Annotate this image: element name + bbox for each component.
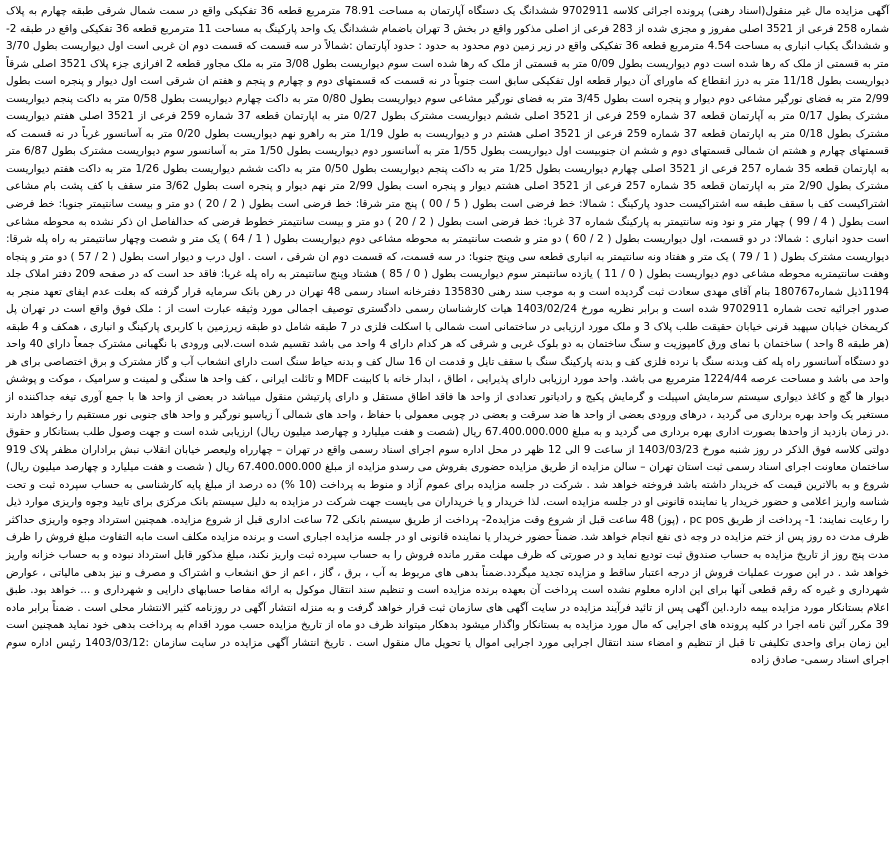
auction-notice-text: آگهی مزایده مال غیر منقول(اسناد رهنی) پرونده اجرائی کلاسه 9702911 ششدانگ یک دستگاه آپارتمان به مساحت 78.91 مترمربع قطعه 36 تفکیکی واقع در سمت شمال شرقی طبقه چهارم به پلاک شماره 258 فرعی از 3521 اصلی مفروز و مجزی شده از 283 فرعی از اصلی مذکور واقع در بخش 3 تهران باضمام ششدانگ یک واحد پارکینگ به مساحت 11 مترمربع قطعه 36 تفکیکی واقع در طبقه 2- و ششدانگ یکباب انباری به مساحت 4.54 مترمربع قطعه 36 تفکیکی واقع در زیر زمین دوم محدود به حدود : حدود آپارتمان :شمالاً در سه قسمت که قسمت دوم ان غربی است اول دیواریست بطول 3/70 متر به قسمتی از ملک که رها شده است دوم دیواریست بطول 0/09 متر به قسمتی از ملک که رها شده است سوم دیواریست بطول 3/08 متر به ملک مجاور قطعه 2 افرازی جزء پلاک 3521 اصلی شرقاً دیواریست بطول 11/18 متر به درز انقطاع که ماورای آن دیوار قطعه اول تفکیکی سابق است جنوباً در نه قسمت که قسمتهای دوم و چهارم و پنجم و هفتم ان شرقی است اول دیوار و پنجره است بطول 2/99 متر به فضای نورگیر مشاعی دوم دیوار و پنجره است بطول 3/45 متر به فضای نورگیر مشاعی سوم دیواریست بطول 0/80 متر به داکت چهارم دیواریست بطول 0/58 متر به داکت پنجم دیواریست مشترک بطول 0/17 متر به آپارتمان قطعه 37 شماره 259 فرعی از 3521 اصلی ششم دیواریست مشترک بطول 0/27 متر به اپارتمان قطعه 37 شماره 259 فرعی از 3521 اصلی هفتم دیواریست مشترک بطول 0/18 متر به اپارتمان قطعه 37 شماره 259 فرعی از 3521 اصلی هشتم در و دیواریست به طول 1/19 متر به راهرو نهم دیواریست بطول 0/20 متر به آسانسور غرباً در نه قسمت که قسمتهای چهارم و هشتم ان شمالی قسمتهای دوم و ششم ان جنوبیست اول دیواریست بطول 1/55 متر به آسانسور دوم دیواریست بطول 1/50 متر به آسانسور سوم دیواریست مشترک بطول 6/87 متر به اپارتمان قطعه 35 شماره 257 فرعی از 3521 اصلی چهارم دیواریست بطول 1/25 متر به داکت پنجم دیواریست بطول 0/50 متر به داکت ششم دیواریست بطول 1/26 متر به داکت هفتم دیواریست مشترک بطول 2/90 متر به اپارتمان قطعه 35 شماره 257 فرعی از 3521 اصلی هشتم دیوار و پنجره است بطول 2/99 متر نهم دیوار و پنجره است بطول 3/62 متر سقف با کف پشت بام مشاعی اشتراکیست کف با سقف طبقه سه اشتراکیست حدود پارکینگ : شمالا: خط فرضی است بطول ( 5 / 00 ) پنج متر شرقا: خط فرضی است بطول ( 2 / 20 ) دو متر و بیست سانتیمتر جنوبا: خط فرضی است بطول ( 4 / 99 ) چهار متر و نود ونه سانتیمتر به پارکینگ شماره 37 غربا: خط فرضی است بطول ( 2 / 20 ) دو متر و بیست سانتیمتر خطوط فرضی که حدالفاصل ان ذکر نشده به محوطه مشاعی است حدود انباری : شمالا: در دو قسمت، اول دیواریست بطول ( 2 / 60 ) دو متر و شصت سانتیمتر به محوطه مشاعی دوم دیواریست بطول ( 1 / 64 ) یک متر و شصت وچهار سانتیمتر به راه پله شرقا: دیواریست مشترک بطول ( 1 / 79 ) یک متر و هفتاد ونه سانتیمتر به انباری قطعه سی وپنج جنوبا: در سه قسمت، که قسمت دوم ان شرقی ، است . اول درب و دیوار است بطول ( 2 / 57 ) دو متر و پنجاه وهفت سانتیمتربه محوطه مشاعی دوم دیواریست بطول ( 0 / 11 ) یازده سانتیمتر سوم دیواریست بطول ( 0 / 85 ) هشتاد وپنج سانتیمتر به راه پله غربا: فاقد حد است که در صفحه 209 دفتر املاک جلد 1194ذیل شماره180767 بنام آقای مهدی سعادت ثبت گردیده است و به موجب سند رهنی 135830 دفترخانه اسناد رسمی 48 تهران در رهن بانک سرمایه قرار گرفته که بعلت عدم ایفای تعهد منجر به صدور اجرائیه تحت شماره 9702911 شده است و برابر نظریه مورخ 1403/02/24 هیات کارشناسان رسمی دادگستری توصیف اجمالی مورد وثیقه عبارت است از : ملک فوق واقع است در تهران پل کریمخان خیابان سپهبد قرنی خیابان حقیقت طلب پلاک 3 و ملک مورد ارزیابی در ساختمانی است شمالی با اسکلت فلزی در 7 طبقه شامل دو طبقه زیرزمین با کاربری پارکینگ و انباری ، همکف و 4 طبقه (هر طبقه 8 واحد ) ساختمان با نمای ورق کامپوزیت و سنگ ساختمان به دو بلوک غربی و شرقی که هر کدام دارای 4 واحد می باشد تقسیم شده است.لابی ورودی با نگهبانی مشترک جمعاً دارای 40 واحد دو دستگاه آسانسور راه پله کف وبدنه سنگ با نرده فلزی کف و بدنه پارکینگ سنگ با سقف تایل و قدمت ان 16 سال کف و بدنه حیاط سنگ است دارای انشعاب آب و گاز مشترک و برق اختصاصی برای هر واحد می باشد و مساحت عرصه 1224/44 مترمربع می باشد. واحد مورد ارزیابی دارای پذیرایی ، اطاق ، ابدار خانه با کابینت MDF و تائلت ایرانی ، کف واحد ها سنگی و لمینت و سرامیک ، موکت و پوشش دیوار ها گچ و کاغذ دیواری سیستم سرمایش اسپیلت و گرمایش پکیج و رادیاتور تعدادی از واحد ها فاقد اطاق مستقل و دارای پارتیشن منقول میباشد در بعضی از واحد ها با جمع آوری تیغه جداکننده از مستغیر یک واحد بهره برداری می گردید ، درهای ورودی بعضی از واحد ها ضد سرقت و بعضی در چوبی معمولی با حفاظ ، واحد های شمالی آ زیاسیو نورگیر و واحد های جنوبی نور مستقیم را رخواهد دارند .در زمان بازدید از واحدها بصورت اداری بهره برداری می گردید و به مبلغ 67.400.000.000 ریال (شصت و هفت میلیارد و چهارصد میلیون ریال) ارزیابی شده است و جهت وصول طلب بستانکار و حقوق دولتی کلاسه فوق الذکر در روز شنبه مورخ 1403/03/23 از ساعت 9 الی 12 ظهر در محل اداره سوم اجرای اسناد رسمی واقع در تهران – چهارراه ولیعصر خیابان انقلاب نبش براداران مظفر پلاک 919 ساختمان معاونت اجرای اسناد رسمی ثبت استان تهران – سالن مزایده از طریق مزایده حضوری بفروش می رسدو مزایده از مبلغ 67.400.000.000 ریال ( شصت و هفت میلیارد و چهارصد میلیون ریال) شروع و به بالاترین قیمت که خریدار داشته باشد فروخته خواهد شد . شرکت در جلسه مزایده برای عموم آزاد و منوط به پرداخت (10 %) ده درصد از مبلغ پایه کارشناسی به حساب سپرده ثبت و تحت شناسه واریز اعلامی و حضور خریدار یا نماینده قانونی او در جلسه مزایده است. لذا خریدار و یا خریداران می بایست جهت شرکت در مزایده به دلیل سیستم بانک مرکزی برای تایید وجوه واریزی موارد ذیل را رعایت نمایند: 1- پرداخت از طریق pc pos ، (پوز) 48 ساعت قبل از شروع وقت مزایده2- پرداخت از طریق سیستم بانکی 72 ساعت اداری قبل از شروع مزایده. همچنین استرداد وجوه واریزی حداکثر ظرف مدت ده روز پس از ختم مزایده در وجه ذی نفع انجام خواهد شد. ضمناً حضور خریدار یا نماینده قانونی او در جلسه مزایده اجباری است و برنده مزایده مکلف است مابه التفاوت مبلغ فروش را ظرف مدت پنج روز از تاریخ مزایده به حساب صندوق ثبت تودیع نماید و در صورتی که ظرف مهلت مقرر مانده فروش را به حساب سپرده ثبت واریز نکند، مبلغ مذکور قابل استرداد نبوده و به حساب خزانه واریز خواهد شد . در این صورت عملیات فروش از درجه اعتبار ساقط و مزایده تجدید میگردد.ضمناً بدهی های مربوط به آب ، برق ، گاز ، اعم از حق انشعاب و اشتراک و مصرف و نیز بدهی مالیاتی ، عوارض شهرداری و غیره که رقم قطعی آنها برای این اداره معلوم نشده است پرداخت آن بعهده برنده مزایده است و تنظیم سند انتقال موکول به ارائه مفاصا حسابهای دارایی و شهرداری و ... خواهد بود. طبق اعلام بستانکار مورد مزایده بیمه دارد.این آگهی پس از تائید فرآیند مزایده در سایت آگهی های سازمان ثبت قرار خواهد گرفت و به منزله انتشار آگهی در روزنامه کثیر الانتشار محلی است . ضمناً برابر ماده 39 مکرر آئین نامه اجرا در کلیه پرونده های اجرایی که مال مورد مزایده به بستانکار واگذار میشود بدهکار میتواند ظرف دو ماه از تاریخ مزایده حسب مورد اقدام به پرداخت بدهی خود نماید همچنین است این زمان برای واحدی تکلیفی تا قبل از تنظیم و امضاء سند انتقال اجرایی مورد اجرایی اموال یا تحویل مال منقول است . تاریخ انتشار آگهی مزایده در سایت سازمان :1403/03/12 رئیس اداره سوم اجرای اسناد رسمی- صادق زاده — [6, 5, 890, 667]
